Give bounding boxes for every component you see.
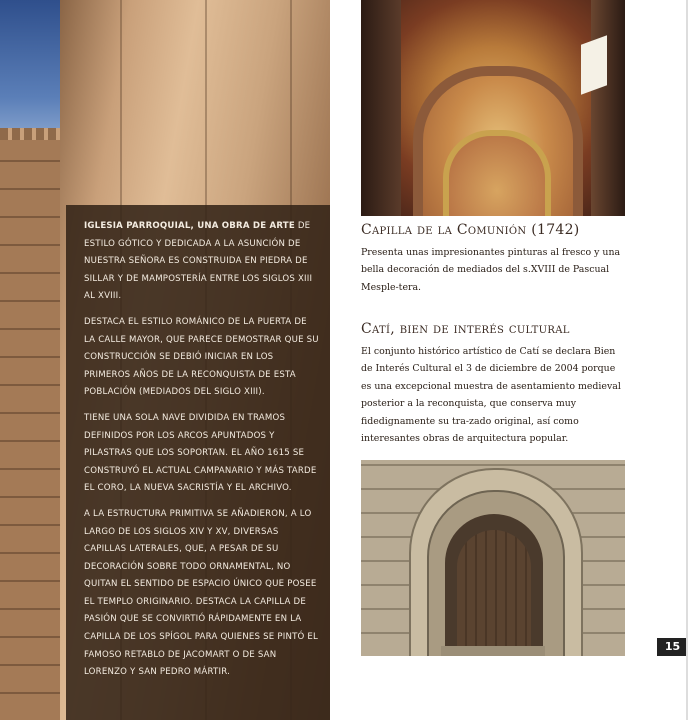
paragraph-text: DESTACA EL ESTILO ROMÁNICO DE LA PUERTA DE LA CALLE MAYOR, QUE PARECE DEMOSTRAR QUE SU CONSTRUCCIÓN SE DEBIÓ INICIAR EN LOS PRIMEROS AÑOS DE LA RECONQUISTA DE ESTA POBLACIÓN (MEDIADOS DEL SIGLO XIII). [84,316,319,398]
fresco-wall [591,0,625,216]
chapel-fresco-photo [361,0,625,216]
paragraph-text: DE ESTILO GÓTICO Y DEDICADA A LA ASUNCIÓN DE NUESTRA SEÑORA ES CONSTRUIDA EN PIEDRA DE SILLAR Y DE MAMPOSTERÍA ENTRE LOS SIGLOS XIII AL XVIII. [84,221,313,302]
fresco-arch-inner [443,130,551,216]
page-number: 15 [657,638,688,656]
door-step [441,646,545,656]
paragraph [84,218,320,306]
fresco-window [581,35,607,94]
section-body: Presenta unas impresionantes pinturas al fresco y una bella decoración de mediados del s.XVIII de Pascual Mesple-tera. [361,247,621,293]
section-body: El conjunto histórico artístico de Catí se declara Bien de Interés Cultural el 3 de diciembre de 2004 porque es una excepcional muestra de asentamiento medieval posterior a la reconquista, que conserva muy fidedignamente su tra-zado original, así como interesantes obras de arquitectura popular. [361,346,621,445]
paragraph-text: A LA ESTRUCTURA PRIMITIVA SE AÑADIERON, A LO LARGO DE LOS SIGLOS XIV Y XV, DIVERSAS CAPILLAS LATERALES, QUE, A PESAR DE SU DECORACIÓN SOBRE TODO ORNAMENTAL, NO QUITAN EL SENTIDO DE ESPACIO ÚNICO QUE POSEE EL TEMPLO ORIGINARIO. DESTACA LA CAPILLA DE PASIÓN QUE SE CONVIRTIÓ RÁPIDAMENTE EN LA CAPILLA DE LOS SPÍGOL PARA QUIENES SE PINTÓ EL FAMOSO RETABLO DE JACOMART O DE SAN LORENZO Y SAN PEDRO MÁRTIR. [84,508,319,678]
paragraph [84,410,320,498]
section-title: Capilla de la Comunión (1742) [361,222,580,238]
paragraph-text: TIENE UNA SOLA NAVE DIVIDIDA EN TRAMOS DEFINIDOS POR LOS ARCOS APUNTADOS Y PILASTRAS QUE LOS SOPORTAN. EL AÑO 1615 SE CONSTRUYÓ EL ACTUAL CAMPANARIO Y MÁS TARDE EL CORO, LA NUEVA SACRISTÍA Y EL ARCHIVO. [84,412,317,494]
paragraph-lead: IGLESIA PARROQUIAL, UNA OBRA DE ARTE [84,221,295,231]
wooden-door [457,530,531,656]
paragraph [84,314,320,402]
romanesque-door-photo [361,460,625,656]
fresco-wall [361,0,401,216]
church-description [84,218,320,690]
paragraph [84,506,320,682]
section-title: Catí, bien de interés cultural [361,321,570,337]
